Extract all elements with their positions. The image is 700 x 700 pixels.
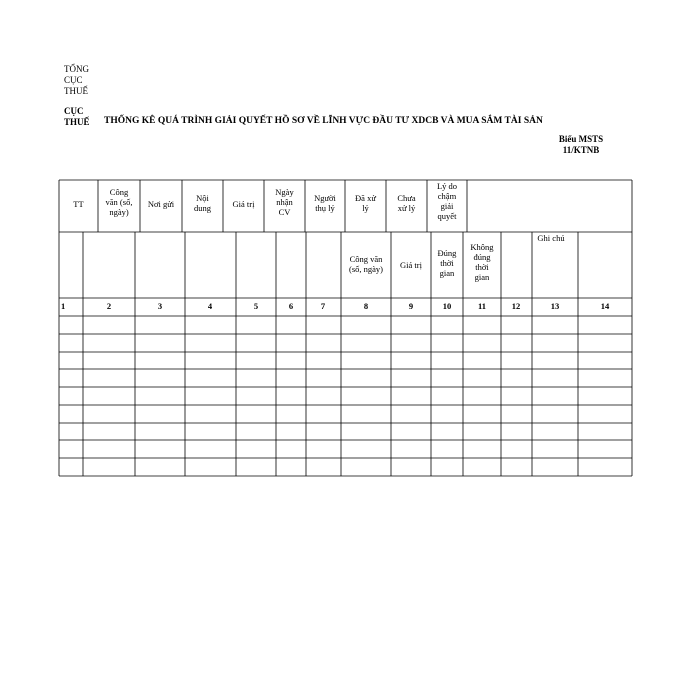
header-line: (số, ngày) bbox=[349, 264, 383, 274]
header-line: Ghi chú bbox=[537, 233, 565, 243]
column-number: 9 bbox=[408, 301, 414, 311]
header-line: Giá trị bbox=[232, 199, 255, 209]
header-line: chậm bbox=[437, 191, 457, 201]
col-header-dung-thoi-gian bbox=[431, 248, 463, 278]
col-header-da-xu-ly bbox=[345, 193, 386, 213]
header-line: nhận bbox=[276, 197, 293, 207]
header-line: Đã xử bbox=[355, 193, 376, 203]
column-number: 4 bbox=[207, 301, 213, 311]
cuc-thue-line: CỤC bbox=[64, 106, 84, 116]
header-line: Chưa bbox=[397, 193, 416, 203]
header-line: Nơi gửi bbox=[147, 199, 175, 209]
header-line: thụ lý bbox=[315, 203, 335, 213]
column-number: 1 bbox=[61, 301, 66, 311]
column-number: 6 bbox=[288, 301, 294, 311]
header-line: Không bbox=[470, 242, 494, 252]
column-number: 8 bbox=[363, 301, 369, 311]
column-number: 2 bbox=[106, 301, 112, 311]
header-line: Người bbox=[314, 193, 336, 203]
header-line: CV bbox=[278, 207, 291, 217]
col-header-ngay-nhan bbox=[264, 187, 305, 217]
header-line: gian bbox=[474, 272, 490, 282]
header-line: thời bbox=[475, 262, 489, 272]
tong-cuc-thue-line: CỤC bbox=[64, 75, 83, 85]
col-header-ghi-chu bbox=[524, 233, 578, 243]
col-header-chua-xu-ly bbox=[386, 193, 427, 213]
col-header-gia-tri bbox=[223, 199, 264, 209]
col-header-gia-tri-sub bbox=[391, 260, 431, 270]
page-title: THỐNG KÊ QUÁ TRÌNH GIẢI QUYẾT HỒ SƠ VỀ LĨNH VỰC ĐẦU TƯ XDCB VÀ MUA SẮM TÀI SẢN bbox=[104, 116, 543, 126]
header-line: lý bbox=[362, 203, 369, 213]
header-line: thời bbox=[440, 258, 454, 268]
header-line: TT bbox=[73, 199, 84, 209]
header-line: ngày) bbox=[109, 207, 129, 217]
header-line: Ngày bbox=[275, 187, 294, 197]
header-line: Giá trị bbox=[400, 260, 422, 270]
column-number: 7 bbox=[320, 301, 326, 311]
column-number: 5 bbox=[253, 301, 259, 311]
header-line: Công bbox=[109, 187, 129, 197]
cuc-thue-line: THUẾ bbox=[64, 117, 90, 127]
header-line: giải bbox=[440, 201, 454, 211]
tong-cuc-thue-line: TỔNG bbox=[64, 64, 89, 74]
column-number: 13 bbox=[550, 301, 560, 311]
column-number: 3 bbox=[157, 301, 163, 311]
header-line: gian bbox=[439, 268, 455, 278]
header-line: xử lý bbox=[397, 203, 416, 213]
header-line: đúng bbox=[473, 252, 491, 262]
col-header-nguoi-thu-ly bbox=[305, 193, 345, 213]
header-line: dung bbox=[194, 203, 211, 213]
col-header-cong-van bbox=[98, 187, 140, 217]
col-header-ly-do bbox=[427, 181, 467, 221]
col-header-khong-dung-thoi-gian bbox=[463, 242, 501, 282]
header-line: Công văn bbox=[349, 254, 383, 264]
header-line: quyết bbox=[437, 211, 457, 221]
header-line: Lý do bbox=[436, 181, 458, 191]
header-line: Nội bbox=[196, 193, 209, 203]
column-number: 10 bbox=[442, 301, 452, 311]
header-line: Đúng bbox=[437, 248, 457, 258]
column-number: 14 bbox=[600, 301, 610, 311]
col-header-cong-van-sub bbox=[341, 254, 391, 274]
form-code-line: 11/KTNB bbox=[562, 145, 600, 155]
header-line: văn (số, bbox=[105, 197, 133, 207]
col-header-tt bbox=[59, 199, 98, 209]
col-header-noi-dung bbox=[182, 193, 223, 213]
column-number: 12 bbox=[511, 301, 521, 311]
form-code-line: Biểu MSTS bbox=[558, 134, 604, 144]
tong-cuc-thue-line: THUẾ bbox=[64, 86, 88, 96]
column-number: 11 bbox=[477, 301, 487, 311]
col-header-noi-gui bbox=[140, 199, 182, 209]
